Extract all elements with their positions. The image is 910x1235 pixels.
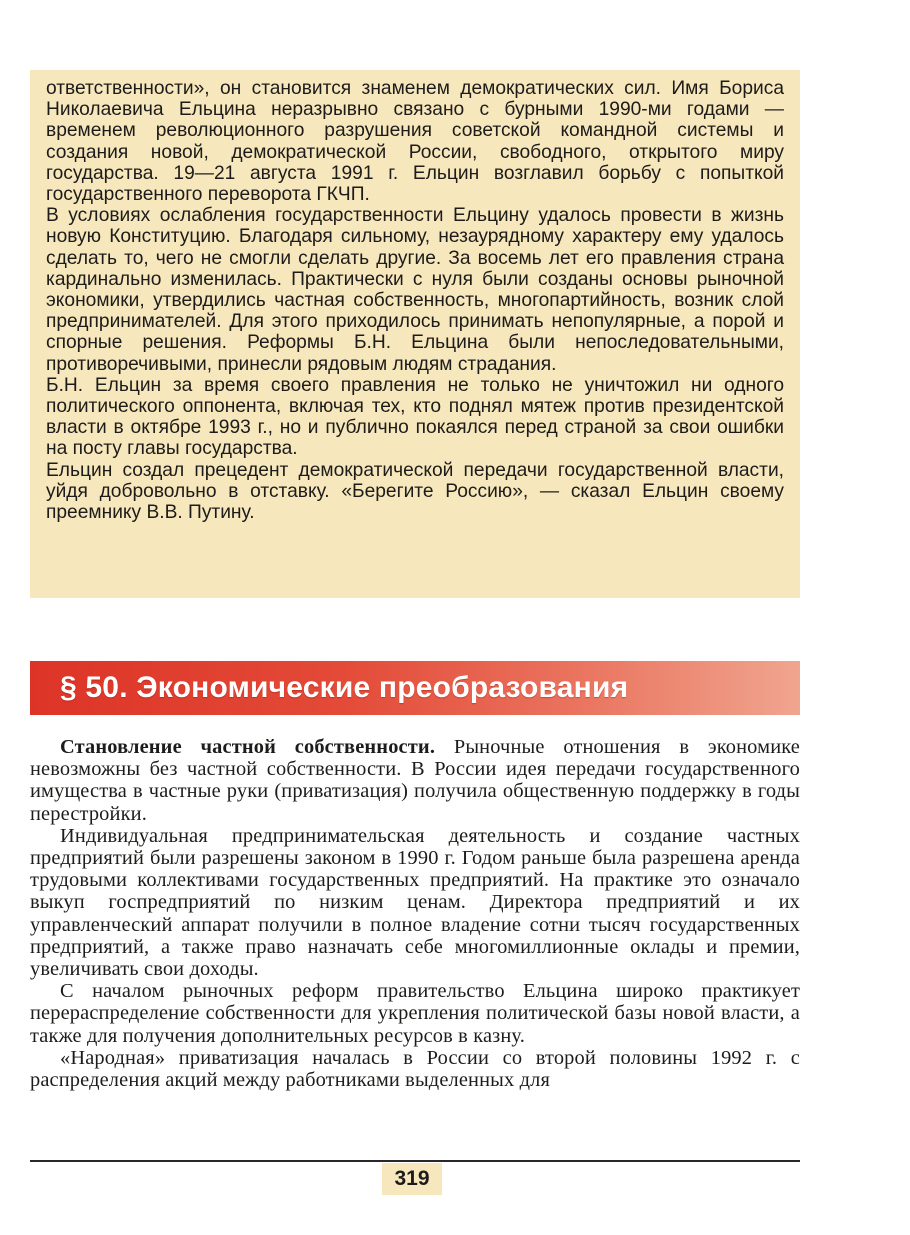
body-paragraph: Индивидуальная предпринимательская деятельность и создание частных предприятий были разрешены законом в 1990 г. Годом раньше была разрешена аренда трудовыми коллективами государственных предприятий. На практике это означало выкуп госпредприятий по низким ценам. Директора предприятий и их управленческий аппарат получили в полное владение сотни тысяч государственных предприятий, а также право назначать себе многомиллионные оклады и премии, увеличивать свои доходы.: [30, 824, 800, 981]
footer-divider: [30, 1160, 800, 1162]
bio-paragraph: ответственности», он становится знаменем демократических сил. Имя Бориса Николаевича Ельцина неразрывно связано с бурными 1990-ми годами — временем революционного разрушения советской командной системы и создания новой, демократической России, свободного, открытого миру государства. 19—21 августа 1991 г. Ельцин возглавил борьбу с попыткой государственного переворота ГКЧП.: [46, 78, 784, 206]
biography-box: [30, 70, 800, 598]
paragraph-text: Рыночные отношения в экономике невозможны без частной собственности. В России идея передачи государственного имущества в частные руки (приватизация) получила общественную поддержку в годы перестройки.: [30, 736, 801, 825]
page-number: 319: [382, 1163, 442, 1195]
bio-paragraph: В условиях ослабления государственности Ельцину удалось провести в жизнь новую Конституцию. Благодаря сильному, незаурядному характеру ему удалось сделать то, чего не смогли сделать другие. За восемь лет его правления страна кардинально изменилась. Практически с нуля были созданы основы рыночной экономики, утвердились частная собственность, многопартийность, возник слой предпринимателей. Для этого приходилось принимать непопулярные, а порой и спорные решения. Реформы Б.Н. Ельцина были непоследовательными, противоречивыми, принесли рядовым людям страдания.: [46, 205, 784, 375]
section-heading-banner: [30, 661, 800, 715]
body-paragraph: [30, 736, 800, 825]
bio-paragraph: Ельцин создал прецедент демократической передачи государственной власти, уйдя добровольно в отставку. «Берегите Россию», — сказал Ельцин своему преемнику В.В. Путину.: [46, 459, 784, 524]
main-body-text: [30, 736, 800, 1091]
bio-paragraph: Б.Н. Ельцин за время своего правления не только не уничтожил ни одного политического оппонента, включая тех, кто поднял мятеж против президентской власти в октябре 1993 г., но и публично покаялся перед страной за свои ошибки на посту главы государства.: [46, 374, 784, 460]
body-paragraph: С началом рыночных реформ правительство Ельцина широко практикует перераспределение собственности для укрепления политической базы новой власти, а также для получения дополнительных ресурсов в казну.: [30, 980, 800, 1047]
paragraph-lead-heading: Становление частной собственности.: [60, 736, 436, 758]
section-title: § 50. Экономические преобразования: [60, 671, 629, 704]
body-paragraph: «Народная» приватизация началась в России со второй половины 1992 г. с распределения акций между работниками выделенных для: [30, 1046, 800, 1092]
